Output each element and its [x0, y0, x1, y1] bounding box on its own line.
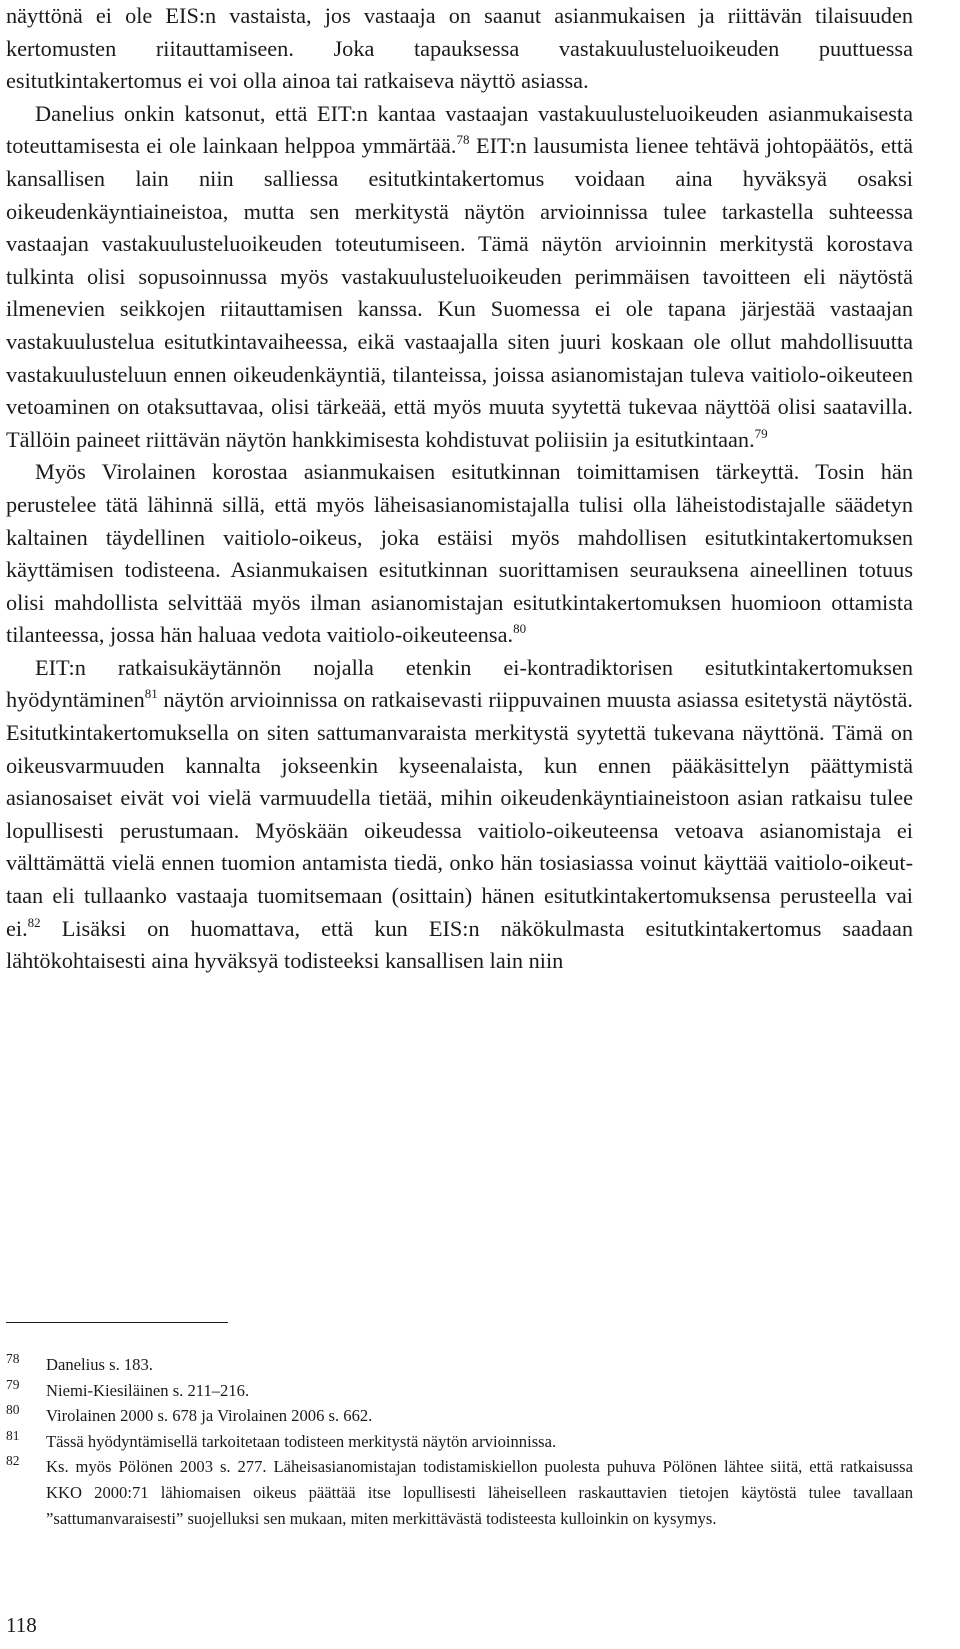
paragraph — [6, 456, 913, 652]
footnote-divider — [6, 1322, 228, 1323]
footnotes — [6, 1352, 913, 1531]
footnote-text: Niemi-Kiesiläinen s. 211–216. — [46, 1380, 250, 1400]
footnote-number: 82 — [6, 1453, 20, 1469]
body-text — [6, 0, 913, 978]
footnote-reference[interactable]: 81 — [144, 686, 158, 702]
paragraph-text: EIT:n lausumista lienee tehtävä johtopäätös, että kansallisen lain niin salliessa esitutkintakertomus voidaan aina hyväksyä osaksi oikeudenkäyntiaineistoa, mutta sen merkitystä näytön arvioinnissa tulee tarkastella suhteessa vastaajan vastakuulusteluoikeuden toteutumiseen. Tämä näytön arvioinnin merkitystä korostava tulkinta olisi sopusoinnussa myös vastakuulusteluoikeuden perimmäisen tavoitteen eli näytöstä ilmenevien seikkojen riitauttamisen kanssa. Kun Suomessa ei ole tapana järjestää vastaajan vastakuulustelua esitutkintavaiheessa, eikä vastaajalla siten juuri koskaan ole ollut mahdollisuutta vastakuulusteluun ennen oikeudenkäyntiä, tilanteissa, joissa asianomistajan tuleva vaitiolo-oikeuteen vetoaminen on otaksuttavaa, olisi tärkeää, että myös muuta syytettä tukevaa näyttöä olisi saatavilla. Tällöin paineet riittävän näytön hankkimisesta kohdistuvat poliisiin ja esitutkintaan. — [6, 133, 913, 452]
footnote-text: Danelius s. 183. — [46, 1355, 153, 1374]
footnote — [6, 1429, 913, 1455]
paragraph — [6, 98, 913, 457]
footnote-reference[interactable]: 78 — [456, 132, 470, 148]
footnote-number: 79 — [6, 1376, 20, 1392]
paragraph — [6, 652, 913, 978]
paragraph-text: Danelius onkin katsonut, että EIT:n kantaa vastaajan vastakuulusteluoikeuden asianmukaisesta toteuttamisesta ei ole lainkaan helppoa ymmärtää. — [6, 100, 913, 159]
paragraph-text: näyttönä ei ole EIS:n vastaista, jos vastaaja on saanut asianmukaisen ja riittävän tilaisuuden kertomusten riitauttamiseen. Joka tapauksessa vastakuulusteluoikeuden puuttuessa esitutkintakertomus ei voi olla ainoa tai ratkaiseva näyttö asiassa. — [6, 3, 913, 94]
paragraph-text: Myös Virolainen korostaa asianmukaisen esitutkinnan toimittamisen tärkeyttä. Tosin hän perustelee tätä lähinnä sillä, että myös läheisasianomistajalla tulisi olla läheistodistajalle säädetyn kaltainen täydellinen vaitiolo-oikeus, joka estäisi myös mahdollisen esitutkintakertomuksen käyttämisen todisteena. Asianmukaisen esitutkinnan suorittamisen seurauksena aineellinen totuus olisi mahdollista selvittää myös ilman asianomistajan esitutkintakertomuksen huomioon ottamista tilanteessa, jossa hän haluaa vedota vaitiolo-oikeuteensa. — [6, 459, 913, 648]
footnote — [6, 1403, 913, 1429]
paragraph-text: EIT:n ratkaisukäytännön nojalla etenkin ei-kontradiktorisen esitutkintakertomuksen hyödyntäminen — [6, 654, 913, 713]
paragraph-text: Lisäksi on huomattava, että kun EIS:n näkökulmasta esitutkintakertomus saadaan lähtökohtaisesti aina hyväksyä todisteeksi kansallisen lain niin — [6, 915, 913, 974]
footnote — [6, 1352, 913, 1378]
footnote-text: Ks. myös Pölönen 2003 s. 277. Läheisasianomistajan todistamiskiellon puolesta puhuva Pölönen lähtee siitä, että ratkaisussa KKO 2000:71 lähiomaisen oikeus päättää itse lopullisesti läheiselleen raskauttavien tietojen käytöstä tulee tavallaan ”sattumanvaraisesti” suojelluksi sen mukaan, miten merkittävästä todisteesta kulloinkin on kysymys. — [46, 1457, 913, 1528]
page-number: 118 — [6, 1613, 37, 1637]
footnote-number: 80 — [6, 1402, 20, 1418]
footnote-reference[interactable]: 82 — [27, 914, 41, 930]
footnote-text: Tässä hyödyntämisellä tarkoitetaan todisteen merkitystä näytön arvioinnissa. — [46, 1431, 557, 1451]
footnote-text: Virolainen 2000 s. 678 ja Virolainen 2006 s. 662. — [46, 1406, 373, 1426]
paragraph-text: näytön arvioinnissa on ratkaisevasti riippuvainen muusta asiassa esitetystä näytöstä. Esitutkintakertomuksella on siten sattumanvaraista merkitystä syytettä tukevana näyttönä. Tämä on oikeusvarmuuden kannalta jokseenkin kyseenalaista, kun ennen pääkäsittelyn päättymistä asianosaiset eivät voi vielä varmuudella tietää, mihin oikeudenkäyntiaineistoon asian ratkaisu tulee lopullisesti perustumaan. Myöskään oikeudessa vaitiolo-oikeuteensa vetoava asianomistaja ei välttämättä vielä ennen tuomion antamista tiedä, onko hän tosiasiassa voinut käyttää vaitiolo-oikeuttaan eli tullaanko vastaaja tuomitsemaan (osittain) hänen esitutkintakertomuksensa perusteella vai ei. — [6, 687, 913, 941]
footnote — [6, 1378, 913, 1404]
footnote-reference[interactable]: 79 — [754, 425, 768, 441]
footnote — [6, 1454, 913, 1531]
paragraph — [6, 0, 913, 98]
footnote-number: 81 — [6, 1427, 20, 1443]
footnote-number: 78 — [6, 1351, 20, 1366]
footnote-reference[interactable]: 80 — [513, 621, 527, 637]
